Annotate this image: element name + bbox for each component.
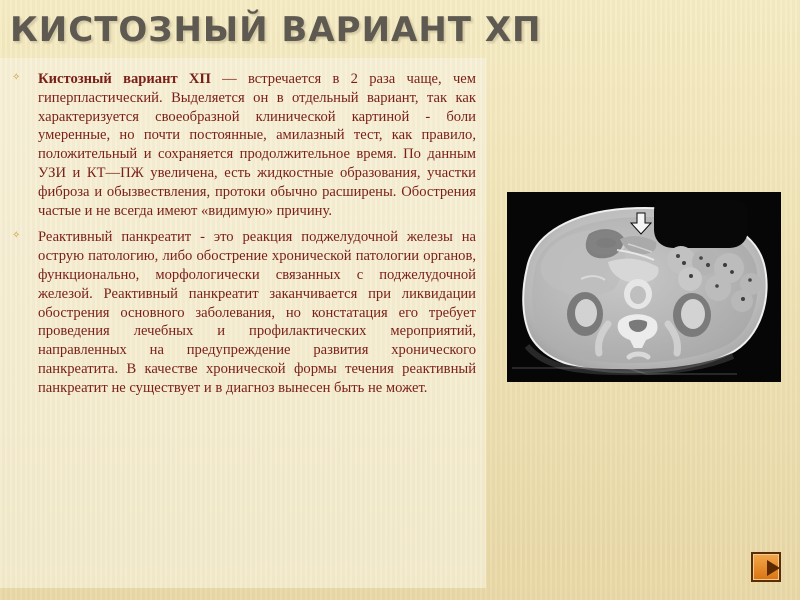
bullet-lead: Кистозный вариант ХП bbox=[38, 71, 211, 87]
slide-title: КИСТОЗНЫЙ ВАРИАНТ ХП bbox=[10, 10, 542, 50]
next-slide-button[interactable] bbox=[751, 552, 781, 582]
ct-scan-illustration bbox=[507, 192, 781, 382]
bullet-body: Реактивный панкреатит - это реакция поджелудочной железы на острую патологию, либо обострение хронической патологии органов, функционально, морфологически связанных с поджелудочной железой. Реактивный панкреатит заканчивается при ликвидации обострения основного заболевания, но констатация его требует проведения лечебных и профилактических мероприятий, направленных на предупреждение развития хронического панкреатита. В качестве хронической формы течения реактивный панкреатит не существует и в диагноз вынесен быть не может. bbox=[38, 229, 476, 396]
ct-scan-image bbox=[507, 192, 781, 382]
bullet-text bbox=[38, 70, 476, 220]
bullet-body: — встречается в 2 раза чаще, чем гиперпластический. Выделяется он в отдельный вариант, так как характеризуется своеобразной клинической картиной - боли умеренные, но почти постоянные, амилазный тест, как правило, положительный и сохраняется продолжительное время. По данным УЗИ и КТ—ПЖ увеличена, есть жидкостные образования, участки фиброза и обызвествления, протоки обычно расширены. Обострения частые и не всегда имеют «видимую» причину. bbox=[38, 71, 477, 219]
play-next-icon bbox=[759, 555, 785, 581]
bullet-icon: ✧ bbox=[12, 230, 21, 242]
text-panel bbox=[0, 58, 486, 588]
bullet-item bbox=[0, 70, 486, 220]
bullet-list bbox=[0, 70, 486, 406]
bullet-item bbox=[0, 228, 486, 397]
bullet-text bbox=[38, 228, 476, 397]
title-bar bbox=[0, 0, 800, 58]
bullet-icon: ✧ bbox=[12, 72, 21, 83]
